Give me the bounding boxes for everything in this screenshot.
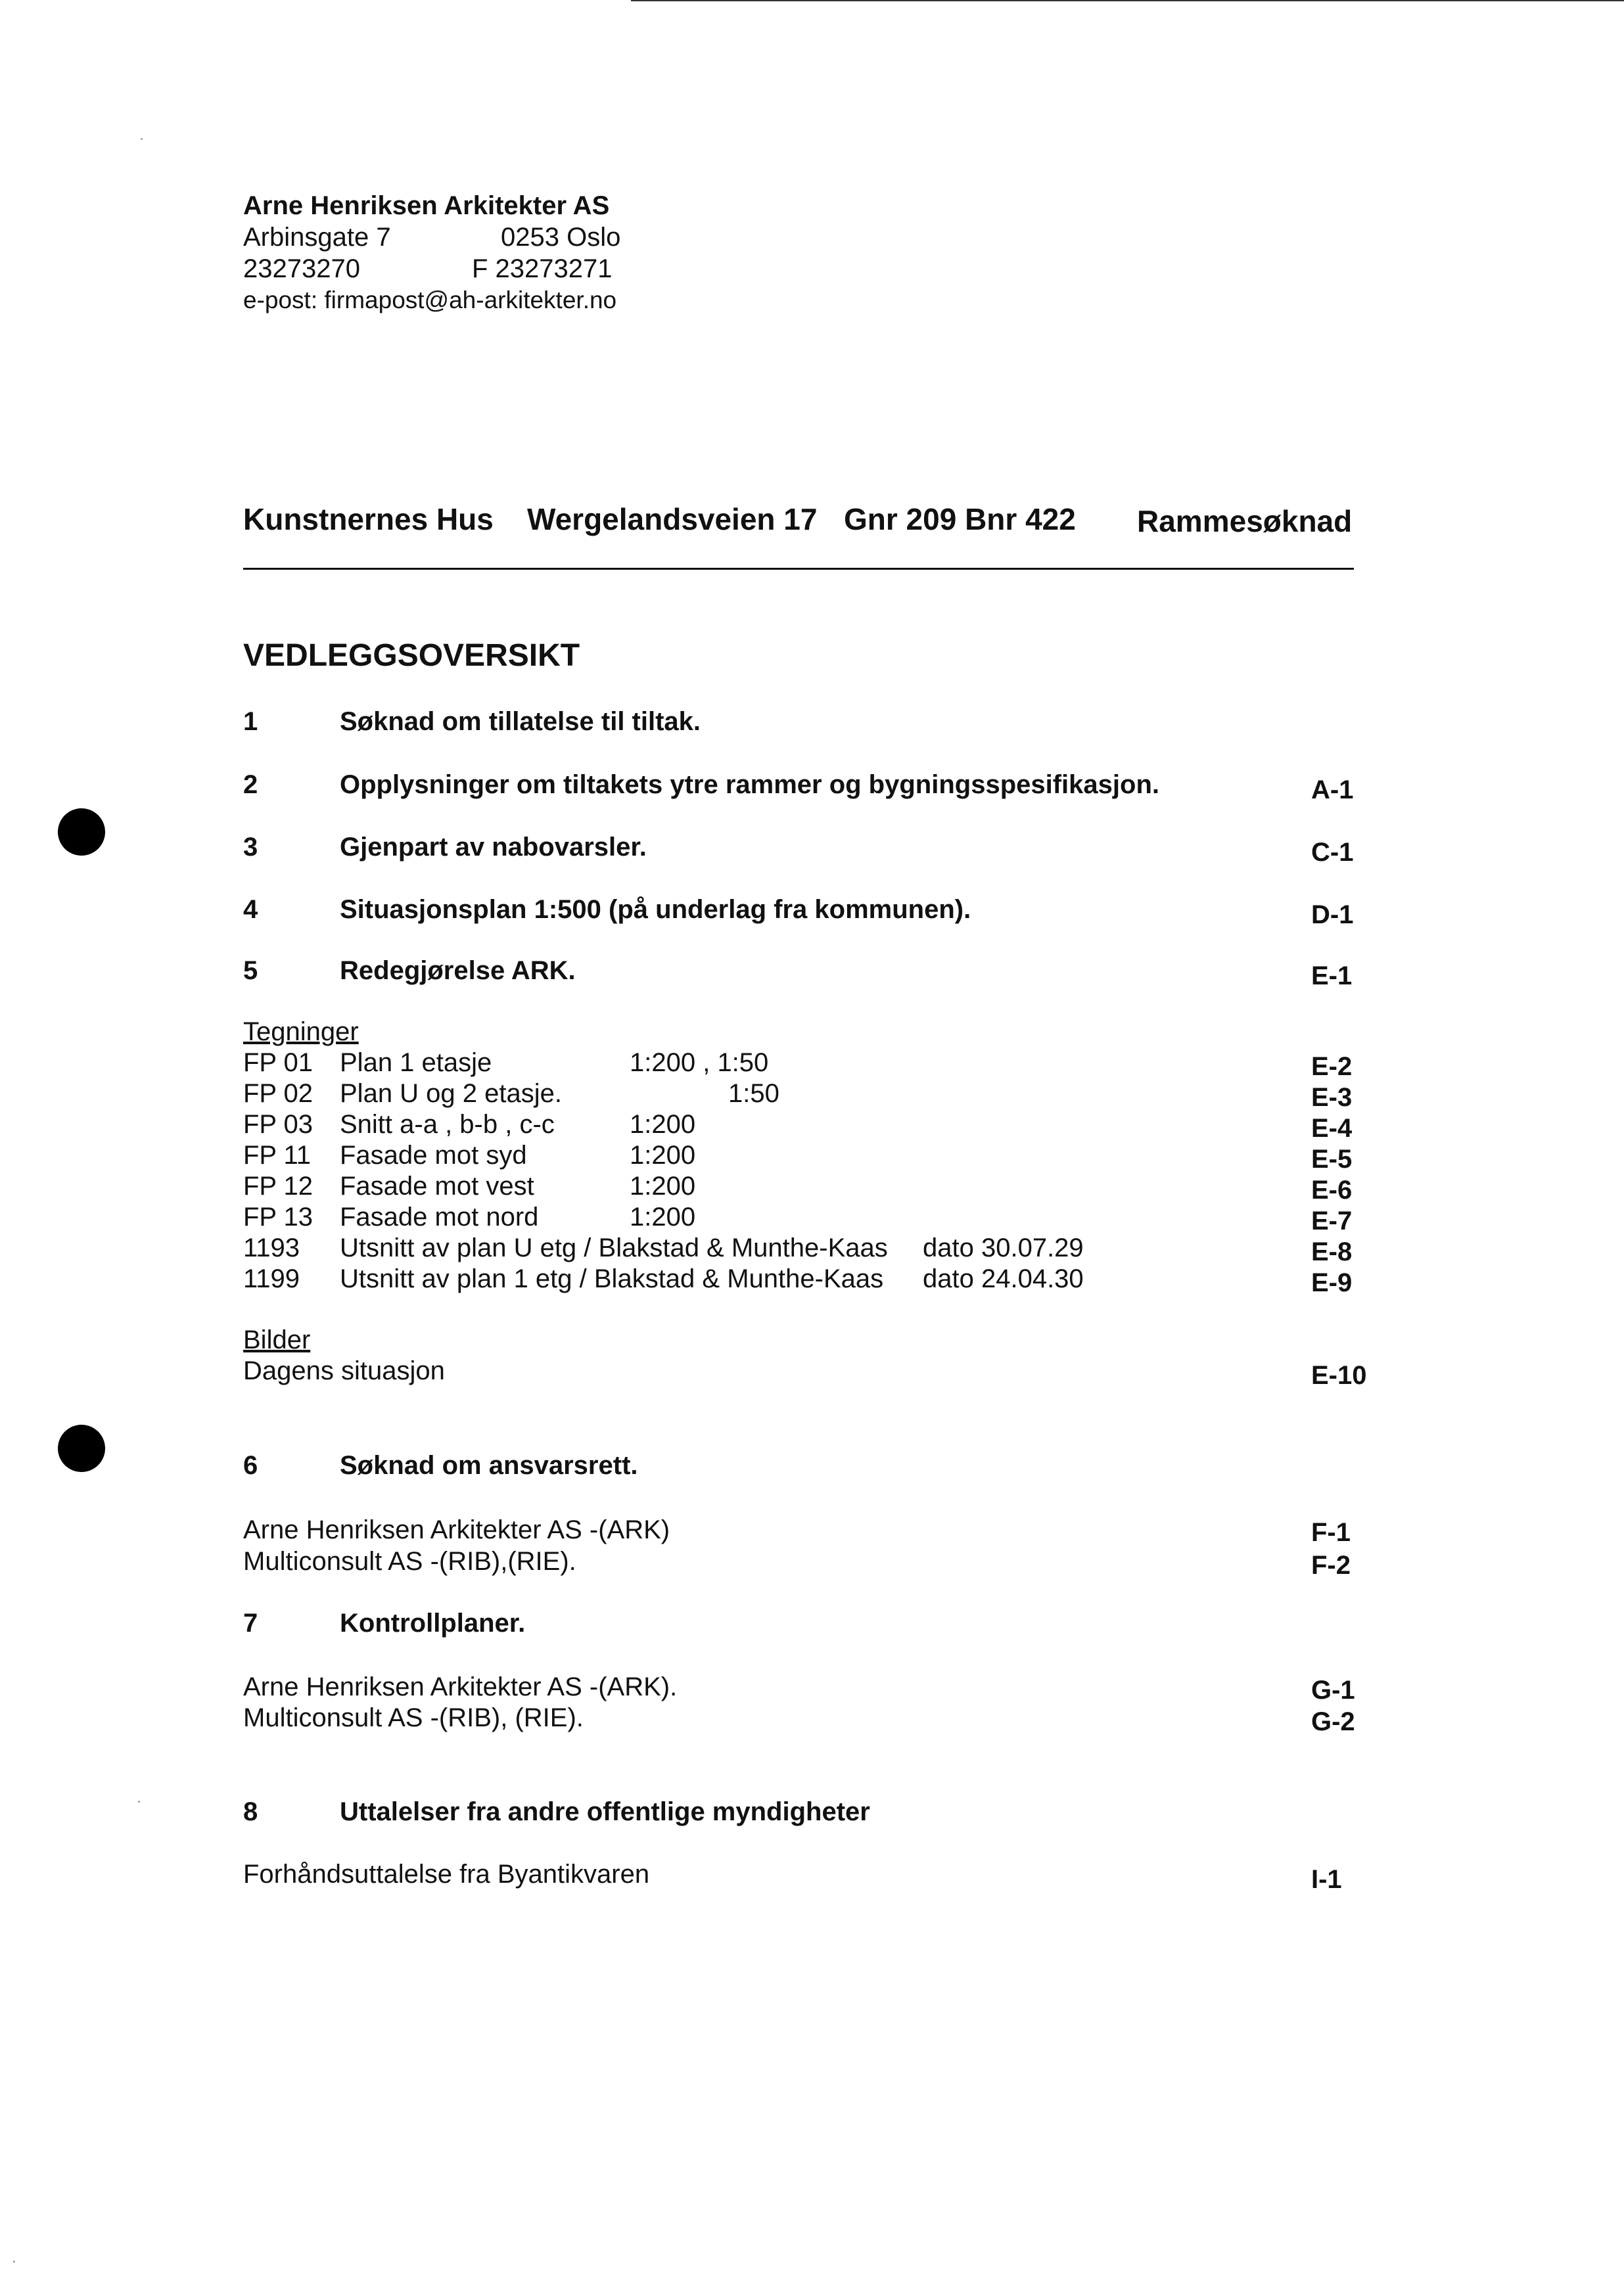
drawing-code: E-4 xyxy=(1311,1114,1353,1143)
postal-address: 0253 Oslo xyxy=(501,223,621,252)
section-title: Uttalelser fra andre offentlige myndigheter xyxy=(340,1797,870,1826)
drawing-code: E-5 xyxy=(1311,1145,1353,1174)
drawing-scale: 1:50 xyxy=(728,1079,779,1108)
company-name: Arne Henriksen Arkitekter AS xyxy=(243,191,610,220)
section-row-text: Forhåndsuttalelse fra Byantikvaren xyxy=(243,1860,650,1889)
drawing-desc: Fasade mot syd xyxy=(340,1141,527,1170)
project-name: Kunstnernes Hus xyxy=(243,502,494,536)
pictures-code: E-10 xyxy=(1311,1361,1367,1390)
scan-speck xyxy=(141,138,143,140)
section-row-text: Arne Henriksen Arkitekter AS -(ARK). xyxy=(243,1672,678,1701)
item-number: 4 xyxy=(243,895,258,924)
punch-hole-bottom xyxy=(58,1425,105,1472)
section-row-text: Arne Henriksen Arkitekter AS -(ARK) xyxy=(243,1515,670,1544)
section-number: 7 xyxy=(243,1609,258,1638)
item-number: 3 xyxy=(243,833,258,862)
fax-number: F 23273271 xyxy=(472,254,613,283)
drawing-id: FP 03 xyxy=(243,1110,313,1139)
scan-speck xyxy=(13,2261,15,2263)
section-row-text: Multiconsult AS -(RIB),(RIE). xyxy=(243,1547,576,1576)
drawing-id: 1199 xyxy=(243,1264,300,1293)
section-number: 6 xyxy=(243,1451,258,1480)
drawing-desc: Fasade mot nord xyxy=(340,1203,539,1232)
drawing-date: dato 24.04.30 xyxy=(923,1264,1084,1293)
drawing-scale: 1:200 xyxy=(630,1172,696,1201)
drawing-code: E-7 xyxy=(1311,1207,1353,1235)
drawing-date: dato 30.07.29 xyxy=(923,1233,1084,1262)
section-row-code: G-2 xyxy=(1311,1707,1355,1736)
street-address: Arbinsgate 7 xyxy=(243,223,391,252)
drawing-id: 1193 xyxy=(243,1233,300,1262)
section-number: 8 xyxy=(243,1797,258,1826)
phone-number: 23273270 xyxy=(243,254,360,283)
drawings-heading: Tegninger xyxy=(243,1017,359,1046)
drawing-desc: Plan 1 etasje xyxy=(340,1048,492,1077)
application-type: Rammesøknad xyxy=(1137,504,1353,538)
section-row-text: Multiconsult AS -(RIB), (RIE). xyxy=(243,1703,584,1732)
project-address: Wergelandsveien 17 xyxy=(527,502,818,536)
drawing-code: E-9 xyxy=(1311,1268,1353,1297)
drawing-id: FP 12 xyxy=(243,1172,313,1201)
section-row-code: I-1 xyxy=(1311,1865,1342,1894)
section-row-code: G-1 xyxy=(1311,1676,1355,1705)
drawing-desc: Utsnitt av plan 1 etg / Blakstad & Munthe-Kaas xyxy=(340,1264,884,1293)
drawing-id: FP 01 xyxy=(243,1048,313,1077)
item-number: 2 xyxy=(243,770,258,799)
punch-hole-top xyxy=(58,808,105,856)
pictures-text: Dagens situasjon xyxy=(243,1356,445,1385)
drawing-id: FP 11 xyxy=(243,1141,312,1170)
item-text: Opplysninger om tiltakets ytre rammer og bygningsspesifikasjon. xyxy=(340,770,1159,799)
email-line: e-post: firmapost@ah-arkitekter.no xyxy=(243,287,617,313)
drawing-code: E-2 xyxy=(1311,1052,1353,1081)
item-text: Gjenpart av nabovarsler. xyxy=(340,833,647,862)
item-text: Redegjørelse ARK. xyxy=(340,956,576,985)
section-row-code: F-2 xyxy=(1311,1551,1351,1580)
section-title: Kontrollplaner. xyxy=(340,1609,526,1638)
drawing-id: FP 13 xyxy=(243,1203,313,1232)
item-code: A-1 xyxy=(1311,775,1354,804)
item-number: 1 xyxy=(243,707,258,736)
drawing-scale: 1:200 xyxy=(630,1110,696,1139)
item-code: D-1 xyxy=(1311,900,1354,929)
drawing-code: E-6 xyxy=(1311,1176,1353,1205)
drawing-code: E-8 xyxy=(1311,1237,1353,1266)
drawing-desc: Fasade mot vest xyxy=(340,1172,534,1201)
drawing-scale: 1:200 xyxy=(630,1141,696,1170)
item-code: C-1 xyxy=(1311,838,1354,867)
item-code: E-1 xyxy=(1311,961,1353,990)
drawing-desc: Utsnitt av plan U etg / Blakstad & Munthe-Kaas xyxy=(340,1233,888,1262)
drawing-scale: 1:200 xyxy=(630,1203,696,1232)
page-title: VEDLEGGSOVERSIKT xyxy=(243,638,580,673)
scan-top-line xyxy=(631,0,1624,1)
item-text: Søknad om tillatelse til tiltak. xyxy=(340,707,701,736)
drawing-desc: Plan U og 2 etasje. xyxy=(340,1079,562,1108)
title-divider xyxy=(243,568,1354,570)
drawing-desc: Snitt a-a , b-b , c-c xyxy=(340,1110,555,1139)
drawing-code: E-3 xyxy=(1311,1083,1353,1112)
pictures-heading: Bilder xyxy=(243,1325,311,1354)
section-row-code: F-1 xyxy=(1311,1518,1351,1547)
drawing-scale: 1:200 , 1:50 xyxy=(630,1048,769,1077)
scan-speck xyxy=(138,1801,140,1803)
drawing-id: FP 02 xyxy=(243,1079,313,1108)
item-text: Situasjonsplan 1:500 (på underlag fra kommunen). xyxy=(340,895,971,924)
project-gnr-bnr: Gnr 209 Bnr 422 xyxy=(844,502,1076,536)
item-number: 5 xyxy=(243,956,258,985)
section-title: Søknad om ansvarsrett. xyxy=(340,1451,638,1480)
